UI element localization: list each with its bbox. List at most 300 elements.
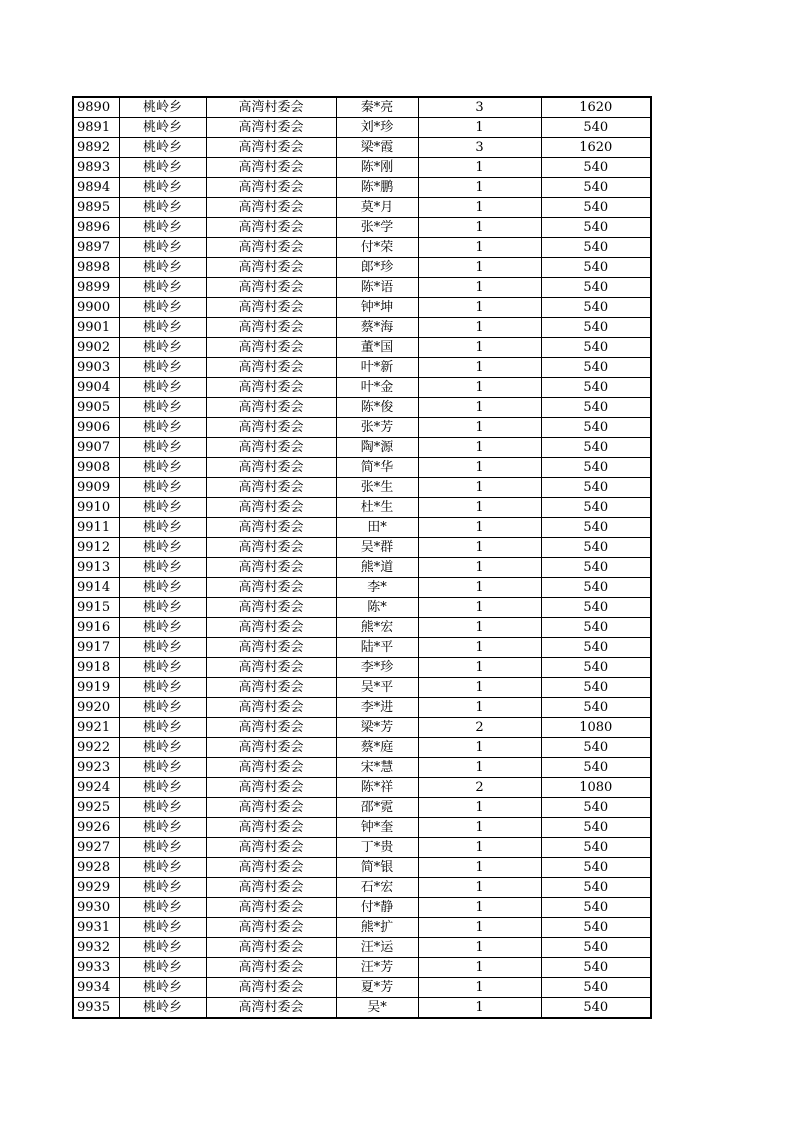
township-cell: 桃岭乡 (119, 858, 206, 878)
table-row (73, 538, 651, 558)
village-committee-cell: 高湾村委会 (206, 698, 336, 718)
name-cell: 莫*月 (336, 198, 418, 218)
village-committee-cell: 高湾村委会 (206, 718, 336, 738)
township-cell: 桃岭乡 (119, 478, 206, 498)
township-cell: 桃岭乡 (119, 518, 206, 538)
row-number-cell: 9915 (73, 598, 119, 618)
amount-cell: 540 (541, 418, 651, 438)
name-cell: 钟*奎 (336, 818, 418, 838)
row-number-cell: 9932 (73, 938, 119, 958)
row-number-cell: 9890 (73, 97, 119, 118)
name-cell: 吴*平 (336, 678, 418, 698)
village-committee-cell: 高湾村委会 (206, 278, 336, 298)
count-cell: 1 (418, 858, 541, 878)
village-committee-cell: 高湾村委会 (206, 558, 336, 578)
amount-cell: 540 (541, 378, 651, 398)
township-cell: 桃岭乡 (119, 198, 206, 218)
name-cell: 蔡*庭 (336, 738, 418, 758)
township-cell: 桃岭乡 (119, 278, 206, 298)
township-cell: 桃岭乡 (119, 958, 206, 978)
table-row (73, 378, 651, 398)
table-row (73, 938, 651, 958)
count-cell: 1 (418, 198, 541, 218)
amount-cell: 540 (541, 318, 651, 338)
village-committee-cell: 高湾村委会 (206, 878, 336, 898)
amount-cell: 540 (541, 638, 651, 658)
village-committee-cell: 高湾村委会 (206, 598, 336, 618)
row-number-cell: 9930 (73, 898, 119, 918)
name-cell: 陈* (336, 598, 418, 618)
table-row (73, 218, 651, 238)
table-row (73, 638, 651, 658)
row-number-cell: 9907 (73, 438, 119, 458)
amount-cell: 540 (541, 658, 651, 678)
township-cell: 桃岭乡 (119, 138, 206, 158)
count-cell: 3 (418, 97, 541, 118)
count-cell: 1 (418, 818, 541, 838)
row-number-cell: 9903 (73, 358, 119, 378)
count-cell: 1 (418, 918, 541, 938)
township-cell: 桃岭乡 (119, 918, 206, 938)
village-committee-cell: 高湾村委会 (206, 538, 336, 558)
amount-cell: 540 (541, 878, 651, 898)
table-row (73, 558, 651, 578)
table-row (73, 918, 651, 938)
name-cell: 吴* (336, 998, 418, 1019)
count-cell: 1 (418, 798, 541, 818)
township-cell: 桃岭乡 (119, 558, 206, 578)
township-cell: 桃岭乡 (119, 438, 206, 458)
count-cell: 1 (418, 498, 541, 518)
table-row (73, 958, 651, 978)
row-number-cell: 9918 (73, 658, 119, 678)
township-cell: 桃岭乡 (119, 97, 206, 118)
name-cell: 付*荣 (336, 238, 418, 258)
township-cell: 桃岭乡 (119, 758, 206, 778)
table-row (73, 338, 651, 358)
row-number-cell: 9913 (73, 558, 119, 578)
village-committee-cell: 高湾村委会 (206, 438, 336, 458)
row-number-cell: 9904 (73, 378, 119, 398)
village-committee-cell: 高湾村委会 (206, 318, 336, 338)
amount-cell: 540 (541, 118, 651, 138)
township-cell: 桃岭乡 (119, 718, 206, 738)
village-committee-cell: 高湾村委会 (206, 258, 336, 278)
name-cell: 付*静 (336, 898, 418, 918)
row-number-cell: 9929 (73, 878, 119, 898)
township-cell: 桃岭乡 (119, 238, 206, 258)
table-row (73, 858, 651, 878)
table-row (73, 398, 651, 418)
amount-cell: 540 (541, 598, 651, 618)
row-number-cell: 9912 (73, 538, 119, 558)
table-body (73, 97, 651, 1018)
count-cell: 1 (418, 638, 541, 658)
table-row (73, 738, 651, 758)
name-cell: 吴*群 (336, 538, 418, 558)
village-committee-cell: 高湾村委会 (206, 518, 336, 538)
name-cell: 熊*宏 (336, 618, 418, 638)
township-cell: 桃岭乡 (119, 498, 206, 518)
count-cell: 1 (418, 338, 541, 358)
table-row (73, 578, 651, 598)
row-number-cell: 9894 (73, 178, 119, 198)
amount-cell: 540 (541, 478, 651, 498)
count-cell: 1 (418, 458, 541, 478)
amount-cell: 540 (541, 278, 651, 298)
amount-cell: 540 (541, 358, 651, 378)
township-cell: 桃岭乡 (119, 978, 206, 998)
village-committee-cell: 高湾村委会 (206, 238, 336, 258)
amount-cell: 540 (541, 838, 651, 858)
amount-cell: 540 (541, 918, 651, 938)
township-cell: 桃岭乡 (119, 338, 206, 358)
count-cell: 1 (418, 538, 541, 558)
row-number-cell: 9933 (73, 958, 119, 978)
count-cell: 1 (418, 938, 541, 958)
village-committee-cell: 高湾村委会 (206, 358, 336, 378)
table-row (73, 658, 651, 678)
table-row (73, 438, 651, 458)
count-cell: 2 (418, 778, 541, 798)
name-cell: 张*生 (336, 478, 418, 498)
row-number-cell: 9898 (73, 258, 119, 278)
table-row (73, 318, 651, 338)
township-cell: 桃岭乡 (119, 538, 206, 558)
count-cell: 1 (418, 898, 541, 918)
village-committee-cell: 高湾村委会 (206, 138, 336, 158)
name-cell: 董*国 (336, 338, 418, 358)
count-cell: 1 (418, 878, 541, 898)
row-number-cell: 9920 (73, 698, 119, 718)
count-cell: 1 (418, 278, 541, 298)
village-committee-cell: 高湾村委会 (206, 338, 336, 358)
amount-cell: 540 (541, 678, 651, 698)
table-row (73, 598, 651, 618)
township-cell: 桃岭乡 (119, 998, 206, 1019)
table-row (73, 158, 651, 178)
row-number-cell: 9923 (73, 758, 119, 778)
township-cell: 桃岭乡 (119, 658, 206, 678)
count-cell: 3 (418, 138, 541, 158)
township-cell: 桃岭乡 (119, 818, 206, 838)
amount-cell: 540 (541, 738, 651, 758)
township-cell: 桃岭乡 (119, 578, 206, 598)
count-cell: 1 (418, 418, 541, 438)
township-cell: 桃岭乡 (119, 618, 206, 638)
village-committee-cell: 高湾村委会 (206, 938, 336, 958)
township-cell: 桃岭乡 (119, 698, 206, 718)
amount-cell: 1080 (541, 778, 651, 798)
row-number-cell: 9921 (73, 718, 119, 738)
count-cell: 1 (418, 758, 541, 778)
name-cell: 宋*慧 (336, 758, 418, 778)
table-row (73, 198, 651, 218)
amount-cell: 540 (541, 938, 651, 958)
count-cell: 1 (418, 358, 541, 378)
name-cell: 秦*亮 (336, 97, 418, 118)
village-committee-cell: 高湾村委会 (206, 298, 336, 318)
amount-cell: 540 (541, 198, 651, 218)
table-row (73, 798, 651, 818)
village-committee-cell: 高湾村委会 (206, 678, 336, 698)
table-row (73, 498, 651, 518)
row-number-cell: 9897 (73, 238, 119, 258)
township-cell: 桃岭乡 (119, 838, 206, 858)
name-cell: 丁*贵 (336, 838, 418, 858)
row-number-cell: 9914 (73, 578, 119, 598)
name-cell: 熊*扩 (336, 918, 418, 938)
table-row (73, 278, 651, 298)
row-number-cell: 9910 (73, 498, 119, 518)
count-cell: 1 (418, 958, 541, 978)
name-cell: 杜*生 (336, 498, 418, 518)
amount-cell: 540 (541, 438, 651, 458)
name-cell: 邵*霓 (336, 798, 418, 818)
amount-cell: 540 (541, 818, 651, 838)
village-committee-cell: 高湾村委会 (206, 478, 336, 498)
row-number-cell: 9908 (73, 458, 119, 478)
amount-cell: 540 (541, 898, 651, 918)
amount-cell: 540 (541, 558, 651, 578)
table-row (73, 618, 651, 638)
village-committee-cell: 高湾村委会 (206, 97, 336, 118)
count-cell: 1 (418, 258, 541, 278)
row-number-cell: 9934 (73, 978, 119, 998)
village-committee-cell: 高湾村委会 (206, 218, 336, 238)
village-committee-cell: 高湾村委会 (206, 418, 336, 438)
amount-cell: 540 (541, 758, 651, 778)
table-row (73, 978, 651, 998)
row-number-cell: 9896 (73, 218, 119, 238)
village-committee-cell: 高湾村委会 (206, 798, 336, 818)
amount-cell: 540 (541, 218, 651, 238)
row-number-cell: 9895 (73, 198, 119, 218)
table-row (73, 758, 651, 778)
amount-cell: 540 (541, 398, 651, 418)
name-cell: 陈*祥 (336, 778, 418, 798)
name-cell: 陈*刚 (336, 158, 418, 178)
row-number-cell: 9928 (73, 858, 119, 878)
village-committee-cell: 高湾村委会 (206, 498, 336, 518)
name-cell: 郎*珍 (336, 258, 418, 278)
amount-cell: 540 (541, 498, 651, 518)
village-committee-cell: 高湾村委会 (206, 838, 336, 858)
township-cell: 桃岭乡 (119, 298, 206, 318)
township-cell: 桃岭乡 (119, 178, 206, 198)
count-cell: 1 (418, 738, 541, 758)
amount-cell: 540 (541, 258, 651, 278)
count-cell: 1 (418, 398, 541, 418)
name-cell: 蔡*海 (336, 318, 418, 338)
amount-cell: 1620 (541, 97, 651, 118)
count-cell: 1 (418, 238, 541, 258)
township-cell: 桃岭乡 (119, 318, 206, 338)
name-cell: 汪*运 (336, 938, 418, 958)
township-cell: 桃岭乡 (119, 458, 206, 478)
name-cell: 简*银 (336, 858, 418, 878)
data-table (72, 96, 652, 1019)
table-row (73, 478, 651, 498)
row-number-cell: 9922 (73, 738, 119, 758)
amount-cell: 540 (541, 518, 651, 538)
table-row (73, 778, 651, 798)
row-number-cell: 9935 (73, 998, 119, 1019)
amount-cell: 540 (541, 238, 651, 258)
amount-cell: 1620 (541, 138, 651, 158)
amount-cell: 540 (541, 158, 651, 178)
amount-cell: 540 (541, 338, 651, 358)
count-cell: 1 (418, 318, 541, 338)
row-number-cell: 9899 (73, 278, 119, 298)
amount-cell: 540 (541, 978, 651, 998)
count-cell: 1 (418, 578, 541, 598)
row-number-cell: 9892 (73, 138, 119, 158)
row-number-cell: 9900 (73, 298, 119, 318)
table-row (73, 878, 651, 898)
count-cell: 1 (418, 438, 541, 458)
table-row (73, 238, 651, 258)
row-number-cell: 9927 (73, 838, 119, 858)
name-cell: 陈*鹏 (336, 178, 418, 198)
name-cell: 田* (336, 518, 418, 538)
township-cell: 桃岭乡 (119, 778, 206, 798)
count-cell: 1 (418, 378, 541, 398)
count-cell: 2 (418, 718, 541, 738)
name-cell: 陈*语 (336, 278, 418, 298)
village-committee-cell: 高湾村委会 (206, 658, 336, 678)
village-committee-cell: 高湾村委会 (206, 818, 336, 838)
village-committee-cell: 高湾村委会 (206, 958, 336, 978)
village-committee-cell: 高湾村委会 (206, 638, 336, 658)
amount-cell: 540 (541, 998, 651, 1019)
amount-cell: 540 (541, 538, 651, 558)
row-number-cell: 9919 (73, 678, 119, 698)
name-cell: 石*宏 (336, 878, 418, 898)
name-cell: 陶*源 (336, 438, 418, 458)
table-row (73, 178, 651, 198)
village-committee-cell: 高湾村委会 (206, 918, 336, 938)
amount-cell: 540 (541, 458, 651, 478)
count-cell: 1 (418, 298, 541, 318)
amount-cell: 540 (541, 858, 651, 878)
name-cell: 李*珍 (336, 658, 418, 678)
village-committee-cell: 高湾村委会 (206, 118, 336, 138)
village-committee-cell: 高湾村委会 (206, 178, 336, 198)
count-cell: 1 (418, 218, 541, 238)
table-row (73, 138, 651, 158)
township-cell: 桃岭乡 (119, 258, 206, 278)
table-row (73, 678, 651, 698)
name-cell: 陆*平 (336, 638, 418, 658)
township-cell: 桃岭乡 (119, 358, 206, 378)
village-committee-cell: 高湾村委会 (206, 898, 336, 918)
count-cell: 1 (418, 178, 541, 198)
township-cell: 桃岭乡 (119, 598, 206, 618)
row-number-cell: 9906 (73, 418, 119, 438)
amount-cell: 540 (541, 698, 651, 718)
amount-cell: 1080 (541, 718, 651, 738)
township-cell: 桃岭乡 (119, 218, 206, 238)
count-cell: 1 (418, 478, 541, 498)
village-committee-cell: 高湾村委会 (206, 618, 336, 638)
row-number-cell: 9905 (73, 398, 119, 418)
village-committee-cell: 高湾村委会 (206, 998, 336, 1019)
name-cell: 汪*芳 (336, 958, 418, 978)
village-committee-cell: 高湾村委会 (206, 578, 336, 598)
amount-cell: 540 (541, 798, 651, 818)
count-cell: 1 (418, 518, 541, 538)
row-number-cell: 9909 (73, 478, 119, 498)
count-cell: 1 (418, 558, 541, 578)
row-number-cell: 9917 (73, 638, 119, 658)
township-cell: 桃岭乡 (119, 798, 206, 818)
count-cell: 1 (418, 978, 541, 998)
name-cell: 钟*坤 (336, 298, 418, 318)
village-committee-cell: 高湾村委会 (206, 858, 336, 878)
row-number-cell: 9925 (73, 798, 119, 818)
table-row (73, 358, 651, 378)
township-cell: 桃岭乡 (119, 938, 206, 958)
row-number-cell: 9924 (73, 778, 119, 798)
name-cell: 刘*珍 (336, 118, 418, 138)
table-row (73, 838, 651, 858)
name-cell: 梁*霞 (336, 138, 418, 158)
table-row (73, 698, 651, 718)
table-row (73, 118, 651, 138)
village-committee-cell: 高湾村委会 (206, 378, 336, 398)
township-cell: 桃岭乡 (119, 738, 206, 758)
amount-cell: 540 (541, 578, 651, 598)
row-number-cell: 9901 (73, 318, 119, 338)
amount-cell: 540 (541, 958, 651, 978)
name-cell: 张*芳 (336, 418, 418, 438)
table-row (73, 818, 651, 838)
village-committee-cell: 高湾村委会 (206, 738, 336, 758)
row-number-cell: 9926 (73, 818, 119, 838)
village-committee-cell: 高湾村委会 (206, 398, 336, 418)
table-row (73, 898, 651, 918)
count-cell: 1 (418, 678, 541, 698)
name-cell: 梁*芳 (336, 718, 418, 738)
township-cell: 桃岭乡 (119, 878, 206, 898)
name-cell: 陈*俊 (336, 398, 418, 418)
township-cell: 桃岭乡 (119, 898, 206, 918)
township-cell: 桃岭乡 (119, 418, 206, 438)
count-cell: 1 (418, 118, 541, 138)
row-number-cell: 9916 (73, 618, 119, 638)
count-cell: 1 (418, 598, 541, 618)
village-committee-cell: 高湾村委会 (206, 778, 336, 798)
township-cell: 桃岭乡 (119, 378, 206, 398)
amount-cell: 540 (541, 298, 651, 318)
township-cell: 桃岭乡 (119, 118, 206, 138)
table-row (73, 97, 651, 118)
table-row (73, 418, 651, 438)
table-row (73, 998, 651, 1019)
village-committee-cell: 高湾村委会 (206, 978, 336, 998)
count-cell: 1 (418, 838, 541, 858)
township-cell: 桃岭乡 (119, 158, 206, 178)
name-cell: 叶*新 (336, 358, 418, 378)
amount-cell: 540 (541, 618, 651, 638)
row-number-cell: 9893 (73, 158, 119, 178)
name-cell: 熊*道 (336, 558, 418, 578)
name-cell: 李* (336, 578, 418, 598)
name-cell: 张*学 (336, 218, 418, 238)
count-cell: 1 (418, 618, 541, 638)
row-number-cell: 9931 (73, 918, 119, 938)
